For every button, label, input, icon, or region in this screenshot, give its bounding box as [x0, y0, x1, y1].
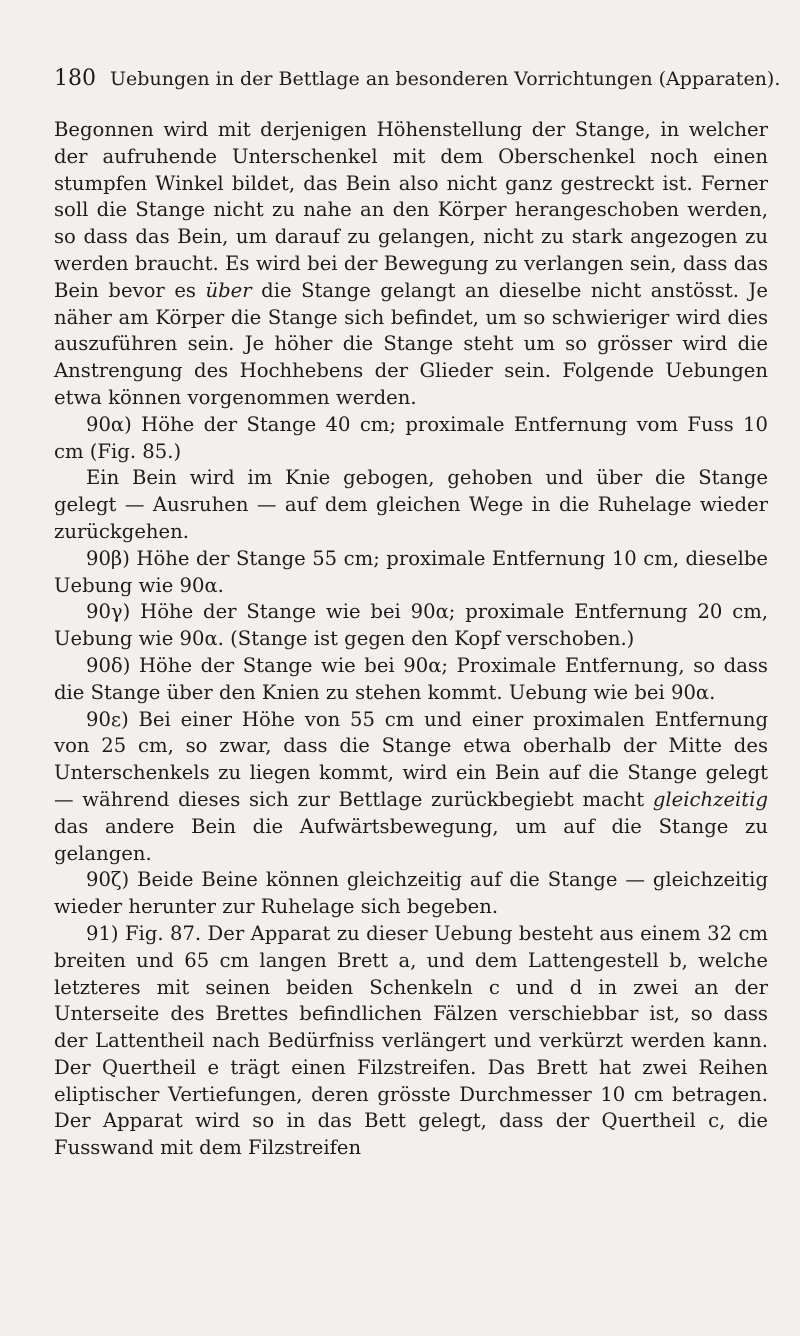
page-number: 180	[54, 66, 96, 91]
text-run: das andere Bein die Aufwärtsbewegung, um auf die Stange zu gelangen.	[54, 814, 768, 865]
emphasis: über	[205, 278, 252, 302]
exercise-90a-heading: 90α) Höhe der Stange 40 cm; proximale Entfernung vom Fuss 10 cm (Fig. 85.)	[54, 412, 768, 463]
body-text	[54, 117, 768, 1162]
text-run: die Stange gelangt an dieselbe nicht anstösst. Je näher am Körper die Stange sich befindet, um so schwieriger wird dies auszuführen sein. Je höher die Stange steht um so grösser wird die Anstrengung des Hochhebens der Glieder sein. Folgende Uebungen etwa können vorgenommen werden.	[54, 278, 768, 409]
exercise-90c: 90γ) Höhe der Stange wie bei 90α; proximale Entfernung 20 cm, Uebung wie 90α. (Stange ist gegen den Kopf verschoben.)	[54, 600, 768, 651]
exercise-91: 91) Fig. 87. Der Apparat zu dieser Uebung besteht aus einem 32 cm breiten und 65 cm langen Brett a, und dem Lattengestell b, welche letzteres mit seinen beiden Schenkeln c und d in zwei an der Unterseite des Brettes befindlichen Fälzen verschiebbar ist, so dass der Lattentheil nach Bedürfniss verlängert und verkürzt werden kann. Der Quertheil e trägt einen Filzstreifen. Das Brett hat zwei Reihen eliptischer Vertiefungen, deren grösste Durchmesser 10 cm betragen. Der Apparat wird so in das Bett gelegt, dass der Quertheil c, die Fusswand mit dem Filzstreifen	[54, 921, 768, 1160]
text-run: Begonnen wird mit derjenigen Höhenstellung der Stange, in welcher der aufruhende Unterschenkel mit dem Oberschenkel noch einen stumpfen Winkel bildet, das Bein also nicht ganz gestreckt ist. Ferner soll die Stange nicht zu nahe an den Körper herangeschoben werden, so dass das Bein, um darauf zu gelangen, nicht zu stark angezogen zu werden braucht. Es wird bei der Bewegung zu verlangen sein, dass das Bein bevor es	[54, 118, 768, 302]
running-header	[54, 66, 781, 106]
exercise-90e	[54, 707, 768, 868]
paragraph	[54, 117, 768, 412]
exercise-90z: 90ζ) Beide Beine können gleichzeitig auf die Stange — gleichzeitig wieder herunter zur Ruhelage sich begeben.	[54, 868, 768, 919]
exercise-90d: 90δ) Höhe der Stange wie bei 90α; Proximale Entfernung, so dass die Stange über den Knien zu stehen kommt. Uebung wie bei 90α.	[54, 653, 768, 704]
text-run: 90ε) Bei einer Höhe von 55 cm und einer proximalen Entfernung von 25 cm, so zwar, dass die Stange etwa oberhalb der Mitte des Unterschenkels zu liegen kommt, wird ein Bein auf die Stange gelegt — während dieses sich zur Bettlage zurückbegiebt macht	[54, 707, 768, 811]
running-title: Uebungen in der Bettlage an besonderen Vorrichtungen (Apparaten).	[110, 68, 781, 90]
exercise-90b: 90β) Höhe der Stange 55 cm; proximale Entfernung 10 cm, dieselbe Uebung wie 90α.	[54, 546, 768, 597]
emphasis: gleichzeitig	[652, 787, 768, 811]
exercise-90a-text: Ein Bein wird im Knie gebogen, gehoben und über die Stange gelegt — Ausruhen — auf dem gleichen Wege in die Ruhelage wieder zurückgehen.	[54, 466, 768, 543]
